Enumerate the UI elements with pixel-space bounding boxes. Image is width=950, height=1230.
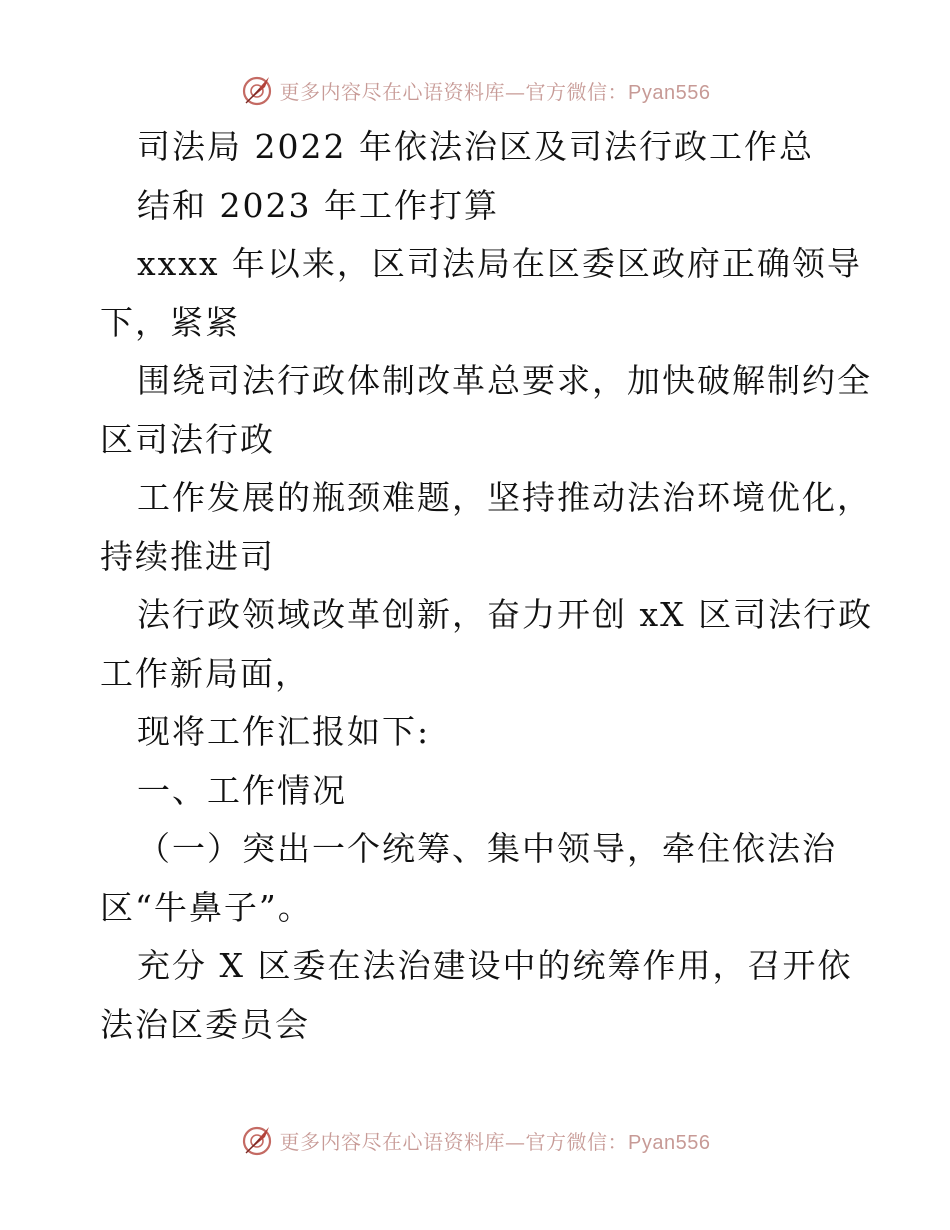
watermark-wechat-id: Pyan556 <box>628 81 711 104</box>
watermark-text: 更多内容尽在心语资料库—官方微信： <box>279 79 629 104</box>
doc-line-5: 围绕司法行政体制改革总要求，加快破解制约全 <box>137 361 872 400</box>
doc-line-4: 下，紧紧 <box>100 302 240 342</box>
section-heading: 一、工作情况 <box>137 770 347 810</box>
doc-line-11: 现将工作汇报如下: <box>137 712 431 751</box>
doc-line-15: 充分 X 区委在法治建设中的统筹作用，召开依 <box>137 946 853 985</box>
doc-line-9: 法行政领域改革创新，奋力开创 xX 区司法行政 <box>137 595 874 634</box>
quill-logo-icon <box>240 1123 274 1157</box>
doc-line-1: 司法局 2022 年依法治区及司法行政工作总 <box>137 127 814 166</box>
doc-line-16: 法治区委员会 <box>100 1004 310 1044</box>
doc-line-13: （一）突出一个统筹、集中领导，牵住依法治 <box>137 829 837 868</box>
watermark-text: 更多内容尽在心语资料库—官方微信： <box>279 1129 629 1154</box>
doc-line-10: 工作新局面， <box>100 653 310 693</box>
doc-line-14: 区“牛鼻子”。 <box>100 887 313 927</box>
document-body <box>0 118 950 1054</box>
doc-line-3: xxxx 年以来，区司法局在区委区政府正确领导 <box>137 244 862 283</box>
quill-logo-icon <box>240 73 274 107</box>
doc-line-8: 持续推进司 <box>100 536 275 576</box>
watermark-wechat-id: Pyan556 <box>628 1131 711 1154</box>
doc-line-2: 结和 2023 年工作打算 <box>137 185 499 225</box>
header-watermark <box>0 70 950 110</box>
doc-line-7: 工作发展的瓶颈难题，坚持推动法治环境优化， <box>137 478 872 517</box>
doc-line-6: 区司法行政 <box>100 419 275 459</box>
footer-watermark <box>0 1120 950 1160</box>
